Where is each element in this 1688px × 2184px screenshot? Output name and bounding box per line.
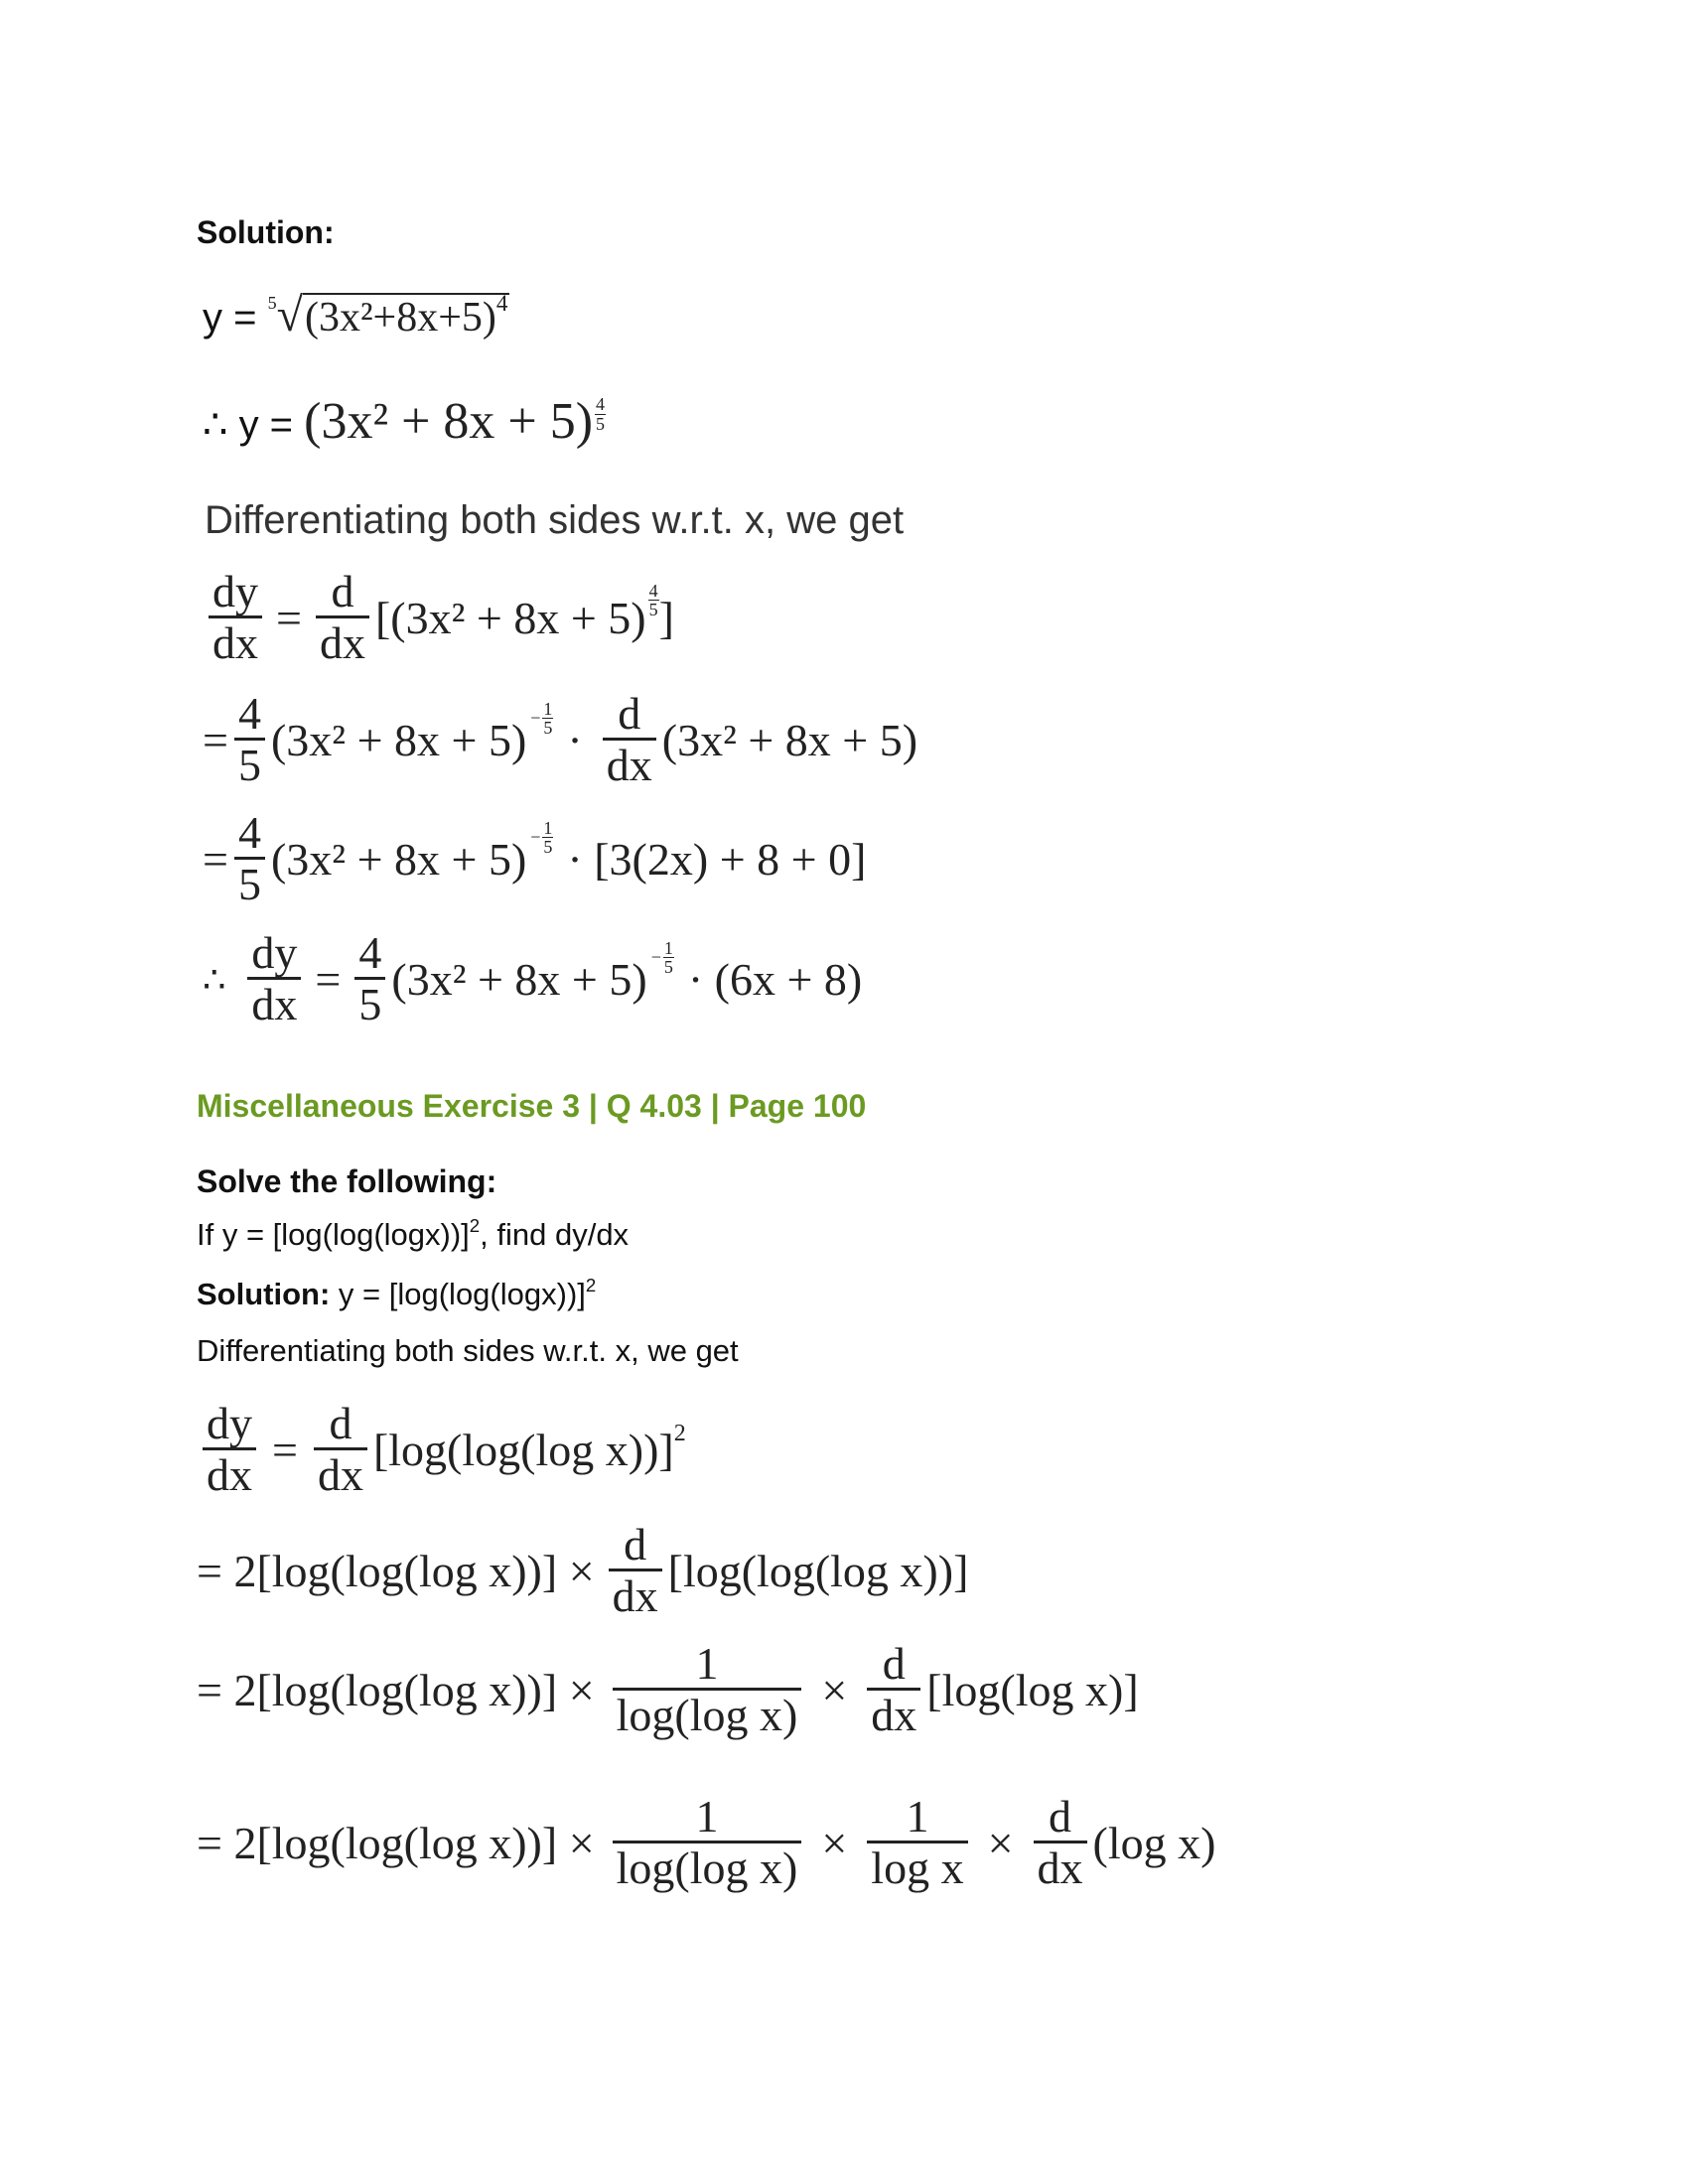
step-4: ∴ $\frac{dy}{dx}$ = $\frac{4}{5}$ (3x² + 8x + 5) − $\frac{1}{5}$ · (6x + 8) bbox=[203, 927, 863, 1030]
step1-body: [(3x² + 8x + 5) bbox=[374, 593, 646, 644]
question-text: If $y = [\log(\log(\log x))]^2$, find dy/dx bbox=[197, 1214, 630, 1252]
s2-step-1: $\frac{dy}{dx}$ = $\frac{d}{dx}$ [log(log(log x))] 2 bbox=[197, 1400, 686, 1501]
radicand-exp: 4 bbox=[495, 290, 508, 317]
diff-note-1: Differentiating both sides w.r.t. x, we get bbox=[205, 498, 905, 542]
equation-power bbox=[203, 392, 606, 462]
diff-note-2: Differentiating both sides w.r.t. x, we get bbox=[197, 1333, 739, 1368]
eq2-exponent: $\frac{4}{5}$ bbox=[596, 394, 606, 434]
eq-lhs: y = bbox=[203, 296, 257, 340]
solution-heading: Solution: bbox=[197, 214, 335, 250]
step-1: $\frac{dy}{dx}$ = $\frac{d}{dx}$ [(3x² + 8x + 5) 4 5 ] bbox=[203, 568, 674, 669]
solution-2-label: Solution: bbox=[197, 1277, 331, 1311]
s2-step-3: = 2[log(log(log x))] × $\frac{1}{\text{log(log x)}}$ × $\frac{d}{dx}$ [log(log x)] bbox=[197, 1638, 1139, 1741]
equation-radical bbox=[203, 288, 509, 342]
radicand: (3x²+8x+5) bbox=[304, 295, 496, 341]
question-prompt: Solve the following: bbox=[197, 1163, 497, 1199]
solution-2-given: Solution: $y = [\log(\log(\log x))]^2$ bbox=[197, 1274, 597, 1311]
eq2-lhs: ∴ y = bbox=[203, 403, 294, 447]
root-index: 5 bbox=[267, 293, 277, 314]
step-3: = $\frac{4}{5}$ (3x² + 8x + 5) − $\frac{1}{5}$ · [3(2x) + 8 + 0] bbox=[203, 807, 867, 910]
question-reference-link[interactable]: Miscellaneous Exercise 3 | Q 4.03 | Page 100 bbox=[197, 1088, 867, 1124]
fifth-root bbox=[268, 288, 510, 342]
s2-step-2: = 2[log(log(log x))] × $\frac{d}{dx}$ [log(log(log x))] bbox=[197, 1519, 969, 1622]
step-2: = $\frac{4}{5}$ (3x² + 8x + 5) − $\frac{1}{5}$ · $\frac{d}{dx}$ (3x² + 8x + 5) bbox=[203, 688, 918, 791]
s2-step-4: = 2[log(log(log x))] × $\frac{1}{\text{log(log x)}}$ × $\frac{1}{\text{log x}}$ × $\frac{d}{dx}$ (log x) bbox=[197, 1791, 1216, 1894]
eq2-body: (3x² + 8x + 5) bbox=[304, 393, 594, 450]
radical-icon: √ bbox=[276, 289, 303, 341]
